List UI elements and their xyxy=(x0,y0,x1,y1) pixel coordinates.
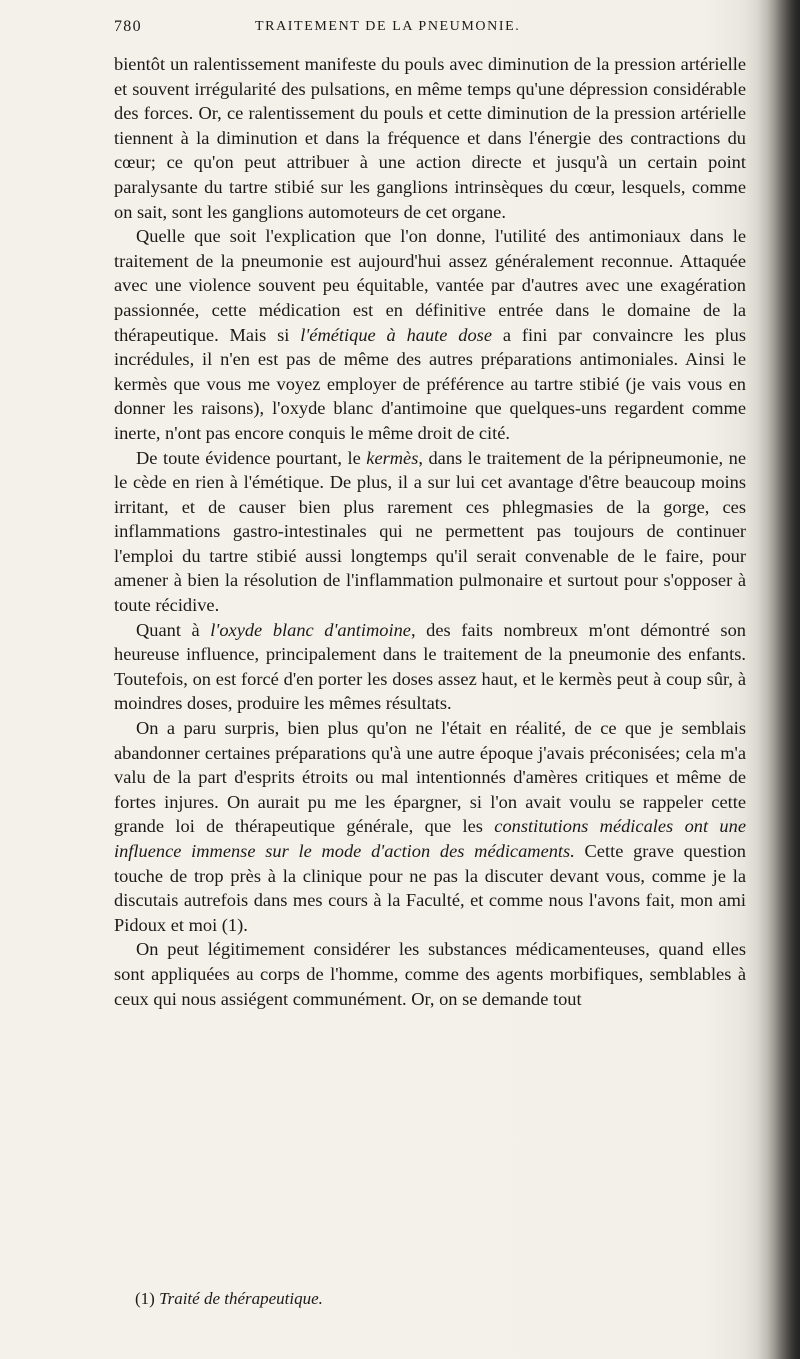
text-run: On a paru surpris, bien plus qu'on ne l'était en réalité, de ce que je semblais abandonner certaines préparations qu'à une autre époque j'avais préconisées; cela m'a valu de la part d'esprits étroits ou mal intentionnés d'amères critiques et même de fortes injures. On aurait pu me les épargner, si l'on avait voulu se rappeler cette grande loi de thérapeutique générale, que les xyxy=(114,718,746,837)
paragraph xyxy=(114,446,746,618)
paragraph xyxy=(114,716,746,937)
page-number: 780 xyxy=(114,18,142,35)
italic-run: kermès xyxy=(366,447,419,468)
text-run: Quelle que soit l'explication que l'on donne, l'utilité des antimoniaux dans le traitement de la pneumonie est aujourd'hui assez généralement reconnue. Attaquée avec une violence souvent peu équitable, vantée par d'autres avec une exagération passionnée, cette médication est en définitive entrée dans le domaine de la thérapeutique. Mais si xyxy=(114,226,746,345)
italic-run: constitutions médicales ont une influence immense sur le mode d'action des médicaments. xyxy=(114,816,746,861)
text-run: Quant à xyxy=(136,619,211,640)
text-run: , dans le traitement de la péripneumonie, ne le cède en rien à l'émétique. De plus, il a sur lui cet avantage d'être beaucoup moins irritant, et de causer bien plus rarement ces phlegmasies de la gorge, ces inflammations gastro-intestinales qui ne permettent pas toujours de continuer l'emploi du tartre stibié aussi longtemps qu'il serait convenable de le faire, pour amener à bien la résolution de l'inflammation pulmonaire et surtout pour s'opposer à toute récidive. xyxy=(114,447,746,616)
text-run: De toute évidence pourtant, le xyxy=(136,447,367,468)
page-edge-shadow xyxy=(758,0,800,1359)
body-text xyxy=(114,52,746,1011)
paragraph xyxy=(114,937,746,1011)
text-run: Cette grave question touche de trop près à la clinique pour ne pas la discuter devant vous, comme je la discutais autrefois dans mes cours à la Faculté, et comme nous l'avons fait, mon ami Pidoux et moi (1). xyxy=(114,841,746,935)
paragraph xyxy=(114,618,746,716)
text-run: On peut légitimement considérer les substances médicamenteuses, quand elles sont appliquées au corps de l'homme, comme des agents morbifiques, semblables à ceux qui nous assiégent communément. Or, on se demande tout xyxy=(114,939,746,1009)
paragraph xyxy=(114,224,746,445)
running-title: TRAITEMENT DE LA PNEUMONIE. xyxy=(255,19,521,34)
italic-run: l'émétique à haute dose xyxy=(300,324,492,345)
text-run: a fini par convaincre les plus incrédules, il n'en est pas de même des autres préparations antimoniales. Ainsi le kermès que vous me voyez employer de préférence au tartre stibié (je vais vous en donner les raisons), l'oxyde blanc d'antimoine que quelques-uns regardent comme inerte, n'ont pas encore conquis le même droit de cité. xyxy=(114,324,746,443)
italic-run: l'oxyde blanc d'antimoine xyxy=(210,619,411,640)
footnote-marker: (1) xyxy=(135,1289,155,1308)
text-run: , des faits nombreux m'ont démontré son heureuse influence, principalement dans le traitement de la pneumonie des enfants. Toutefois, on est forcé d'en porter les doses assez haut, et le kermès peut à coup sûr, à moindres doses, produire les mêmes résultats. xyxy=(114,619,746,714)
footnote xyxy=(135,1289,323,1309)
text-run: bientôt un ralentissement manifeste du pouls avec diminution de la pression artérielle et souvent irrégularité des pulsations, en même temps qu'une dépression considérable des forces. Or, ce ralentissement du pouls et cette diminution de la pression artérielle tiennent à la diminution et dans la fréquence et dans l'énergie des contractions du cœur; ce qu'on peut attribuer à une action directe et jusqu'à un certain point paralysante du tartre stibié sur les ganglions intrinsèques du cœur, lesquels, comme on sait, sont les ganglions automoteurs de cet organe. xyxy=(114,54,746,222)
footnote-text: Traité de thérapeutique. xyxy=(159,1289,323,1308)
paragraph xyxy=(114,52,746,224)
running-head xyxy=(114,18,754,40)
